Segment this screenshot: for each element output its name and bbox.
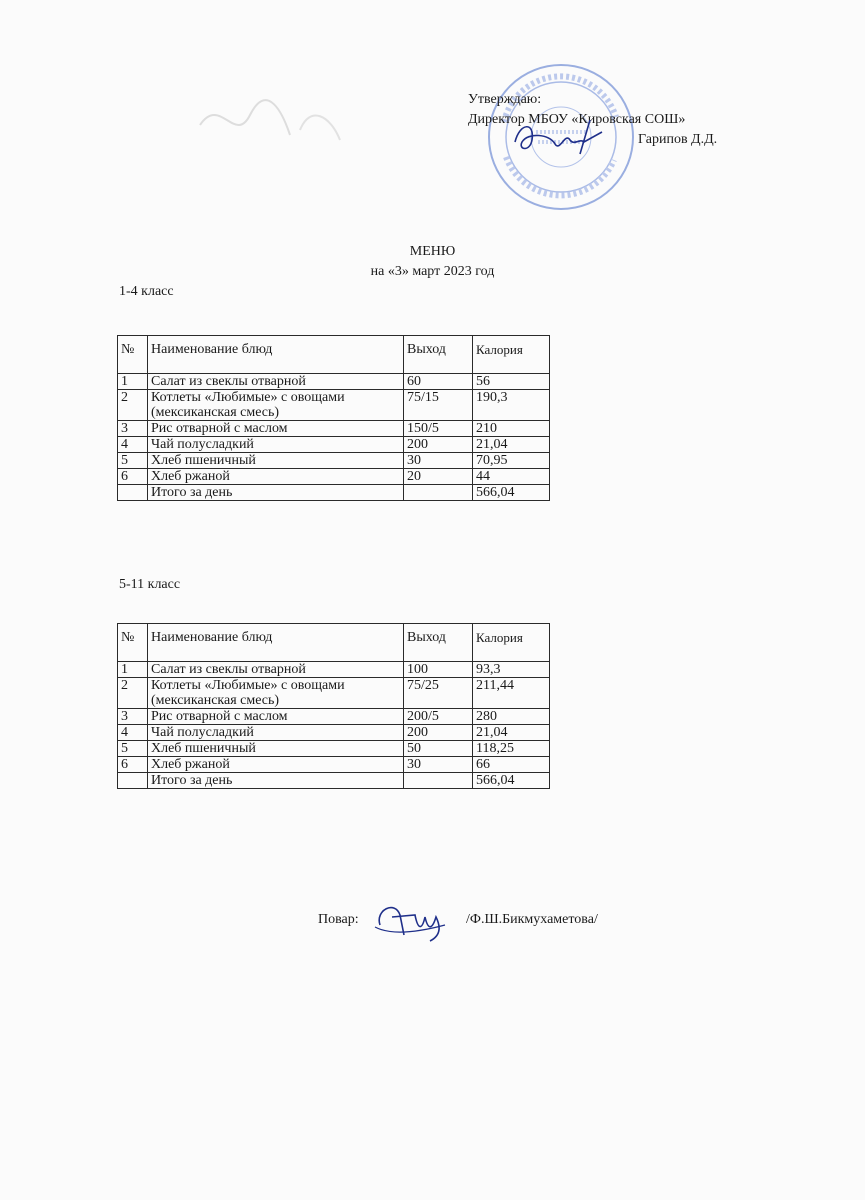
row-number: 5: [118, 741, 148, 757]
row-dish: Чай полусладкий: [148, 437, 404, 453]
row-output: 60: [404, 374, 473, 390]
approval-position: Директор МБОУ «Кировская СОШ»: [468, 112, 686, 127]
table-row: [118, 374, 550, 390]
header-number: №: [118, 336, 148, 374]
table-row: [118, 469, 550, 485]
row-calories: 70,95: [473, 453, 550, 469]
row-number: 5: [118, 453, 148, 469]
row-number: 3: [118, 709, 148, 725]
row-dish: Котлеты «Любимые» с овощами (мексиканская смесь): [148, 390, 404, 421]
row-output: 50: [404, 741, 473, 757]
row-calories: 118,25: [473, 741, 550, 757]
row-output: 75/25: [404, 678, 473, 709]
row-number: 2: [118, 390, 148, 421]
row-calories: 21,04: [473, 437, 550, 453]
row-dish: Котлеты «Любимые» с овощами (мексиканская смесь): [148, 678, 404, 709]
row-calories: 93,3: [473, 662, 550, 678]
row-number: 1: [118, 662, 148, 678]
row-output: 75/15: [404, 390, 473, 421]
row-dish: Рис отварной с маслом: [148, 421, 404, 437]
header-dish: Наименование блюд: [148, 336, 404, 374]
row-dish: Хлеб пшеничный: [148, 741, 404, 757]
row-calories: 21,04: [473, 725, 550, 741]
row-output: 100: [404, 662, 473, 678]
row-dish: Хлеб ржаной: [148, 469, 404, 485]
header-number: №: [118, 624, 148, 662]
total-value: 566,04: [473, 773, 550, 789]
row-number: 2: [118, 678, 148, 709]
table-row: [118, 757, 550, 773]
total-empty: [404, 773, 473, 789]
total-label: Итого за день: [148, 773, 404, 789]
total-empty: [118, 485, 148, 501]
table-row: [118, 678, 550, 709]
table-row: [118, 390, 550, 421]
row-dish: Салат из свеклы отварной: [148, 662, 404, 678]
header-calories: Калория: [473, 336, 550, 374]
table-row: [118, 421, 550, 437]
row-output: 30: [404, 757, 473, 773]
cook-signature: [370, 895, 450, 945]
row-calories: 190,3: [473, 390, 550, 421]
table-row: [118, 741, 550, 757]
header-calories: Калория: [473, 624, 550, 662]
row-number: 6: [118, 757, 148, 773]
header-output: Выход: [404, 336, 473, 374]
total-value: 566,04: [473, 485, 550, 501]
bleed-through-marks: [190, 85, 350, 165]
row-output: 150/5: [404, 421, 473, 437]
row-number: 4: [118, 437, 148, 453]
table-header-row: [118, 336, 550, 374]
section-label-1-4: 1-4 класс: [119, 284, 174, 299]
header-output: Выход: [404, 624, 473, 662]
total-empty: [404, 485, 473, 501]
row-output: 200: [404, 725, 473, 741]
table-total-row: [118, 485, 550, 501]
director-signature: [510, 112, 610, 162]
cook-name: /Ф.Ш.Бикмухаметова/: [466, 912, 598, 927]
table-row: [118, 709, 550, 725]
total-empty: [118, 773, 148, 789]
row-calories: 66: [473, 757, 550, 773]
header-dish: Наименование блюд: [148, 624, 404, 662]
menu-table-5-11: [117, 623, 550, 789]
table-row: [118, 662, 550, 678]
row-output: 20: [404, 469, 473, 485]
row-number: 3: [118, 421, 148, 437]
approval-heading: Утверждаю:: [468, 92, 542, 107]
row-dish: Рис отварной с маслом: [148, 709, 404, 725]
menu-date: на «3» март 2023 год: [370, 264, 495, 279]
total-label: Итого за день: [148, 485, 404, 501]
row-calories: 280: [473, 709, 550, 725]
page-title: МЕНЮ: [409, 244, 456, 259]
row-calories: 211,44: [473, 678, 550, 709]
row-calories: 210: [473, 421, 550, 437]
row-dish: Чай полусладкий: [148, 725, 404, 741]
row-number: 1: [118, 374, 148, 390]
row-output: 30: [404, 453, 473, 469]
table-row: [118, 453, 550, 469]
row-calories: 56: [473, 374, 550, 390]
row-dish: Хлеб ржаной: [148, 757, 404, 773]
row-number: 4: [118, 725, 148, 741]
row-calories: 44: [473, 469, 550, 485]
row-output: 200/5: [404, 709, 473, 725]
cook-label: Повар:: [318, 912, 359, 927]
row-output: 200: [404, 437, 473, 453]
row-dish: Хлеб пшеничный: [148, 453, 404, 469]
row-dish: Салат из свеклы отварной: [148, 374, 404, 390]
table-header-row: [118, 624, 550, 662]
row-number: 6: [118, 469, 148, 485]
menu-table-1-4: [117, 335, 550, 501]
table-total-row: [118, 773, 550, 789]
table-row: [118, 725, 550, 741]
approval-name: Гарипов Д.Д.: [638, 132, 718, 147]
section-label-5-11: 5-11 класс: [119, 577, 181, 592]
table-row: [118, 437, 550, 453]
